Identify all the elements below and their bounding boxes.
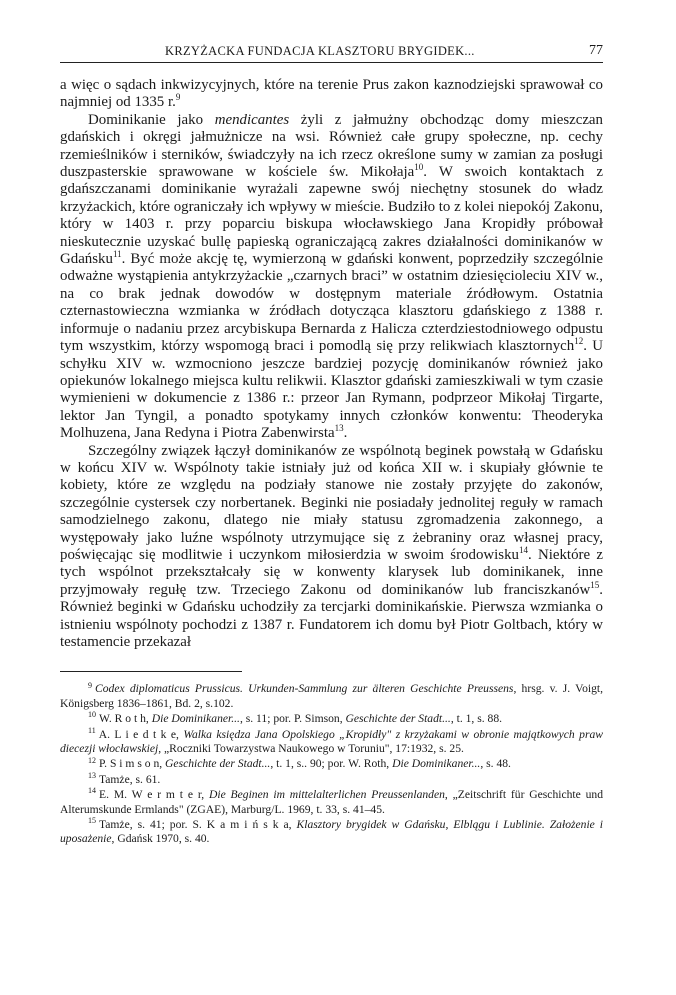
footnote-title: Die Dominikaner...: [151, 712, 240, 726]
footnote-text: A. L i e d t k e: [98, 727, 177, 741]
paragraph-text: .: [343, 425, 348, 442]
footnote-11: [60, 725, 603, 757]
footnote-title: Geschichte der Stadt...: [345, 712, 451, 726]
footnotes: [60, 682, 603, 846]
footnote-10: [60, 712, 603, 726]
footnote-title: Klasztory brygidek w Gdańsku, Elblągu i Lublinie. Założenie i uposażenie: [60, 818, 604, 846]
footnote-ref-10[interactable]: 10: [414, 162, 424, 173]
paragraph-text: . Również beginki w Gdańsku uchodziły za tercjarki dominikańskie. Pierwsza wzmianka o istnieniu wspólnoty pochodzi z 1387 r. Fundatorem ich domu był Piotr Goltbach, który w testamencie przekazał: [60, 581, 603, 650]
running-title: KRZYŻACKA FUNDACJA KLASZTORU BRYGIDEK...: [165, 44, 475, 58]
footnote-ref-13[interactable]: 13: [334, 423, 344, 434]
footnote-text: P. S i m s o n: [99, 757, 160, 771]
footnote-9: [60, 682, 603, 711]
footnote-text: , Gdańsk 1970, s. 40.: [111, 832, 210, 846]
footnote-12: [60, 757, 603, 771]
footnote-ref-14[interactable]: 14: [518, 545, 528, 555]
footnote-text: Tamże, s. 61.: [99, 772, 161, 786]
footnote-text: , t. 1, s. 88.: [450, 712, 503, 726]
footnote-number: 15: [88, 816, 96, 826]
paragraph-3: [60, 443, 603, 652]
paragraph-emphasis: mendicantes: [214, 111, 290, 128]
footnote-text: ,: [145, 712, 152, 726]
footnote-text: , s. 48.: [480, 757, 511, 771]
footnote-title: Geschichte der Stadt...: [165, 757, 271, 771]
footnote-separator: [60, 671, 242, 672]
footnote-text: , s. 11; por. P. Simson,: [239, 712, 346, 726]
footnote-text: , „Roczniki Towarzystwa Naukowego w Toruniu", 17:1932, s. 25.: [158, 742, 464, 756]
paragraph-text: . Być może akcję tę, wymierzoną w gdański konwent, poprzedziły szczególnie odważne wystąpienia antykrzyżackie „czarnych braci” w ostatnim dziesięcioleciu XIV w., na co brak jednak dowodów w dostępnym materiale źródłowym. Ostatnia czternastowieczna wzmianka w źródłach dotycząca klasztoru gdańskiego z 1388 r. informuje o nadaniu przez arcybiskupa Bernarda z Halicza czterdziestodniowego odpustu tym wszystkim, którzy wspomogą braci i pomodlą się przy relikwiach klasztornych: [60, 251, 603, 355]
footnote-number: 9: [88, 680, 92, 690]
footnote-text: ,: [288, 818, 297, 832]
paragraph-1: [60, 77, 603, 112]
footnote-number: 14: [88, 786, 96, 796]
footnote-13: [60, 770, 603, 787]
footnote-text: , t. 1, s.. 90; por. W. Roth,: [270, 757, 393, 771]
running-header: [60, 40, 603, 63]
footnote-text: E. M. W e r m t e r: [99, 788, 202, 802]
footnote-title: Die Dominikaner...: [392, 757, 481, 771]
paragraph-text: . Niektóre z tych wspólnot przekształcały się w konwenty klarysek lub dominikanek, inne przyjmowały regułę tzw. Trzeciego Zakonu od dominikanów lub franciszkanów: [60, 546, 603, 598]
paragraph-text: . W swoich kontaktach z gdańszczanami dominikanie wyrażali zapewne swój niechętny stosunek do władz krzyżackich, które ograniczały ich wpływy w mieście. Budziło to z kolei niepokój Zakonu, który w 1403 r. przy poparciu biskupa włocławskiego Jana Kropidły próbował nieskutecznie uzyskać bullę papieską ograniczającą zakres działalności dominikanów w Gdańsku: [60, 164, 603, 268]
paragraph-2: [60, 112, 603, 443]
footnote-number: 10: [88, 710, 96, 720]
footnote-title: Walka księdza Jana Opolskiego „Kropidły" z krzyżakami w obronie majątkowych praw diecezji włocławskiej: [60, 727, 603, 756]
footnote-ref-15[interactable]: 15: [590, 579, 600, 590]
main-text: [60, 77, 603, 651]
footnote-text: , hrsg. v. J. Voigt, Königsberg 1836–1861, Bd. 2, s.102.: [60, 682, 603, 710]
footnote-text: Tamże, s. 41; por. S. K a m i ń s k a: [99, 818, 289, 832]
footnote-number: 11: [88, 725, 96, 735]
paragraph-text: Dominikanie jako: [88, 111, 215, 128]
footnote-ref-11[interactable]: 11: [112, 249, 122, 260]
paragraph-text: . U schyłku XIV w. wzmocniono jeszcze bardziej pozycję dominikanów również jako opiekunów lokalnego miejsca kultu relikwii. Klasztor gdański zamieszkiwali w tym czasie wymienieni w dokumencie z 1386 r.: przeor Jan Rymann, podprzeor Mikołaj Tirgarte, lektor Jan Tyngil, a ponadto spotykamy innych członków konwentu: Theoderyka Molhuzena, Jana Redyna i Piotra Zabenwirsta: [60, 338, 603, 442]
footnote-text: , „Zeitschrift für Geschichte und Alterumskunde Ermlands" (ZGAE), Marburg/L. 1969, t. 33, s. 41–45.: [60, 788, 604, 816]
footnote-ref-12[interactable]: 12: [574, 336, 584, 347]
footnote-number: 13: [88, 770, 96, 780]
footnote-ref-9[interactable]: 9: [175, 92, 181, 103]
book-page: [60, 40, 603, 848]
footnote-number: 12: [88, 755, 96, 765]
footnote-14: [60, 788, 603, 817]
page-number: 77: [589, 43, 603, 58]
footnote-title: Codex diplomaticus Prussicus. Urkunden-Sammlung zur älteren Geschichte Preussens: [95, 682, 514, 696]
paragraph-text: Szczególny związek łączył dominikanów ze wspólnotą beginek powstałą w Gdańsku w końcu XIV w. Wspólnoty takie istniały już od końca XII w. i skupiały głównie te kobiety, które ze względu na podziały stanowe nie zostały przyjęte do zakonów, szczególnie cystersek czy norbertanek. Beginki nie posiadały jednolitej reguły w ramach samodzielnego zakonu, dlatego nie miały statusu zgromadzenia zakonnego, a występowały jako luźne wspólnoty utrzymujące się z żebraniny oraz własnej pracy, poświęcając się modlitwie i uczynkom miłosierdzia w swoim środowisku: [60, 442, 603, 563]
paragraph-text: żyli z jałmużny obchodząc domy mieszczan gdańskich i okręgi jałmużnicze na wsi. Również całe grupy społeczne, np. cechy rzemieślników i sterników, świadczyły na ich rzecz określone sumy w zamian za posługi duszpasterskie sprawowane w kościele św. Mikołaja: [60, 111, 603, 181]
footnote-title: Die Beginen im mittelalterlichen Preussenlanden: [208, 788, 445, 802]
paragraph-text: a więc o sądach inkwizycyjnych, które na terenie Prus zakon kaznodziejski sprawował co najmniej od 1335 r.: [60, 77, 603, 111]
footnote-text: W. R o t h: [99, 712, 146, 726]
footnote-text: ,: [176, 727, 184, 741]
footnote-text: ,: [159, 757, 166, 771]
footnote-text: ,: [201, 788, 209, 802]
footnote-15: [60, 818, 603, 847]
